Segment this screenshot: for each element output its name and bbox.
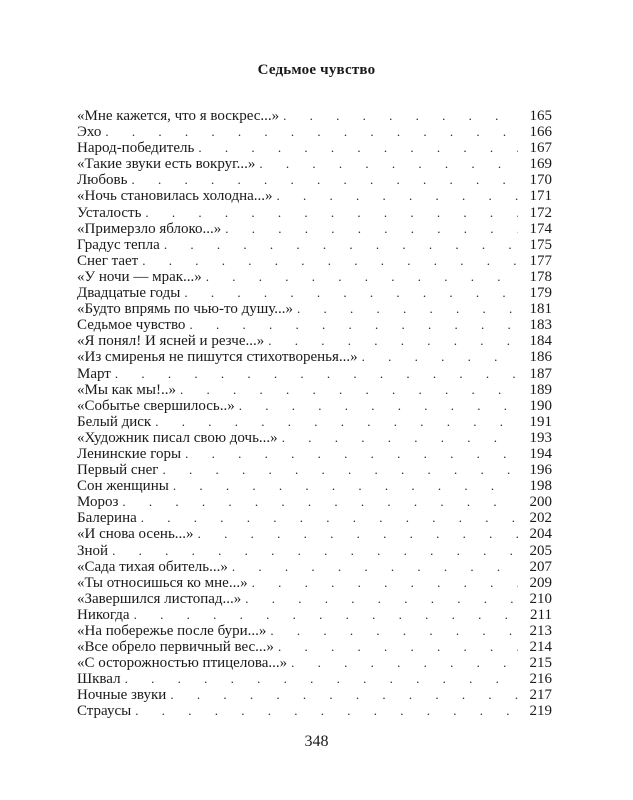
toc-entry-title: «На побережье после бури...»	[77, 623, 267, 639]
toc-entry-title: Двадцатые годы	[77, 285, 181, 302]
toc-dot-leader	[173, 478, 518, 494]
toc-entry-title: Балерина	[77, 510, 137, 527]
toc-dot-leader	[105, 124, 518, 140]
toc-dot-leader	[282, 430, 518, 446]
toc-entry	[77, 414, 552, 430]
toc-entry-page: 210	[518, 591, 552, 607]
toc-dot-leader	[362, 349, 518, 365]
toc-dot-leader	[278, 639, 518, 655]
toc-entry	[77, 237, 552, 253]
toc-entry-title: Градус тепла	[77, 236, 160, 253]
table-of-contents	[77, 108, 552, 720]
toc-entry-title: Март	[77, 365, 111, 382]
toc-entry-title: «Художник писал свою дочь...»	[77, 429, 278, 446]
toc-entry-title: «Ты относишься ко мне...»	[77, 574, 248, 591]
toc-dot-leader	[134, 607, 518, 623]
toc-entry-title: Белый диск	[77, 413, 152, 430]
toc-entry-page: 177	[518, 253, 552, 269]
toc-entry	[77, 205, 552, 221]
toc-dot-leader	[206, 269, 518, 285]
toc-dot-leader	[164, 237, 518, 253]
toc-entry-page: 187	[518, 366, 552, 382]
section-title: Седьмое чувство	[257, 62, 376, 78]
toc-entry	[77, 333, 552, 349]
toc-dot-leader	[268, 333, 518, 349]
toc-entry-page: 202	[518, 510, 552, 526]
toc-dot-leader	[245, 591, 518, 607]
toc-dot-leader	[225, 221, 518, 237]
toc-entry	[77, 285, 552, 301]
toc-entry	[77, 221, 552, 237]
toc-entry	[77, 655, 552, 671]
toc-entry-page: 211	[518, 607, 552, 623]
toc-dot-leader	[145, 205, 518, 221]
toc-dot-leader	[125, 671, 518, 687]
toc-entry	[77, 140, 552, 156]
toc-entry-page: 204	[518, 526, 552, 542]
toc-entry	[77, 687, 552, 703]
toc-entry-page: 190	[518, 398, 552, 414]
toc-entry	[77, 398, 552, 414]
toc-entry	[77, 559, 552, 575]
toc-entry	[77, 446, 552, 462]
toc-entry-title: «Примерзло яблоко...»	[77, 220, 222, 237]
toc-entry-page: 183	[518, 317, 552, 333]
toc-entry-title: Снег тает	[77, 252, 139, 269]
toc-entry-title: Ночные звуки	[77, 687, 167, 704]
toc-entry	[77, 382, 552, 398]
toc-entry-page: 184	[518, 333, 552, 349]
toc-dot-leader	[170, 687, 518, 703]
toc-dot-leader	[162, 462, 518, 478]
toc-entry-title: «Сада тихая обитель...»	[77, 558, 228, 575]
toc-entry	[77, 253, 552, 269]
toc-dot-leader	[185, 446, 518, 462]
toc-entry-title: «Я понял! И ясней и резче...»	[77, 333, 265, 350]
toc-entry-title: Сон женщины	[77, 478, 169, 495]
toc-entry-page: 175	[518, 237, 552, 253]
toc-entry-page: 214	[518, 639, 552, 655]
toc-entry-page: 165	[518, 108, 552, 124]
toc-entry	[77, 623, 552, 639]
toc-entry-title: «Мне кажется, что я воскрес...»	[77, 108, 280, 124]
toc-entry-page: 181	[518, 301, 552, 317]
toc-entry	[77, 366, 552, 382]
toc-dot-leader	[297, 301, 518, 317]
toc-entry	[77, 478, 552, 494]
toc-entry-page: 178	[518, 269, 552, 285]
page-number: 348	[304, 733, 329, 750]
toc-entry-title: Первый снег	[77, 462, 159, 479]
toc-entry-title: «Мы как мы!..»	[77, 381, 176, 398]
toc-dot-leader	[198, 526, 518, 542]
toc-entry-page: 166	[518, 124, 552, 140]
toc-dot-leader	[198, 140, 518, 156]
toc-entry-page: 217	[518, 687, 552, 703]
toc-entry-page: 200	[518, 494, 552, 510]
toc-entry-page: 170	[518, 172, 552, 188]
toc-entry	[77, 671, 552, 687]
toc-dot-leader	[252, 575, 518, 591]
toc-entry	[77, 188, 552, 204]
toc-entry	[77, 124, 552, 140]
toc-entry-page: 216	[518, 671, 552, 687]
toc-entry-page: 198	[518, 478, 552, 494]
toc-entry	[77, 349, 552, 365]
toc-entry-title: Народ-победитель	[77, 140, 195, 157]
toc-entry-title: Любовь	[77, 172, 128, 189]
toc-entry	[77, 462, 552, 478]
toc-entry-page: 167	[518, 140, 552, 156]
toc-entry-page: 191	[518, 414, 552, 430]
toc-dot-leader	[259, 156, 518, 172]
toc-entry-title: «Такие звуки есть вокруг...»	[77, 156, 256, 173]
toc-entry	[77, 510, 552, 526]
toc-entry-title: Ленинские горы	[77, 445, 182, 462]
toc-entry-page: 194	[518, 446, 552, 462]
toc-dot-leader	[189, 317, 518, 333]
toc-entry-title: Седьмое чувство	[77, 317, 186, 334]
toc-dot-leader	[122, 494, 518, 510]
toc-entry-title: Усталость	[77, 204, 142, 221]
toc-dot-leader	[142, 253, 518, 269]
toc-entry-title: Шквал	[77, 671, 121, 688]
toc-entry	[77, 301, 552, 317]
toc-entry-title: «Событье свершилось..»	[77, 397, 235, 414]
toc-entry	[77, 317, 552, 333]
toc-entry-title: «У ночи — мрак...»	[77, 268, 202, 285]
toc-entry-page: 169	[518, 156, 552, 172]
toc-entry-title: «Будто впрямь по чью-то душу...»	[77, 301, 294, 318]
toc-dot-leader	[184, 285, 518, 301]
toc-dot-leader	[270, 623, 518, 639]
toc-dot-leader	[180, 382, 518, 398]
toc-entry	[77, 526, 552, 542]
toc-dot-leader	[131, 172, 518, 188]
toc-entry	[77, 172, 552, 188]
toc-entry-page: 189	[518, 382, 552, 398]
toc-dot-leader	[135, 703, 518, 719]
toc-dot-leader	[291, 655, 518, 671]
toc-entry	[77, 703, 552, 719]
toc-entry-page: 171	[518, 188, 552, 204]
toc-entry	[77, 543, 552, 559]
toc-entry-title: «Завершился листопад...»	[77, 590, 242, 607]
toc-entry-page: 205	[518, 543, 552, 559]
toc-dot-leader	[112, 543, 518, 559]
toc-entry	[77, 494, 552, 510]
toc-dot-leader	[277, 188, 518, 204]
toc-entry-title: «Из смиренья не пишутся стихотворенья...»	[77, 349, 358, 366]
toc-entry-page: 174	[518, 221, 552, 237]
toc-dot-leader	[283, 108, 518, 124]
toc-entry-title: «Ночь становилась холодна...»	[77, 188, 273, 205]
toc-dot-leader	[115, 366, 518, 382]
toc-entry-page: 186	[518, 349, 552, 365]
toc-entry	[77, 591, 552, 607]
toc-entry-title: «И снова осень...»	[77, 526, 194, 543]
toc-dot-leader	[239, 398, 518, 414]
toc-dot-leader	[155, 414, 518, 430]
toc-entry	[77, 575, 552, 591]
toc-entry-page: 207	[518, 559, 552, 575]
toc-entry-page: 219	[518, 703, 552, 719]
toc-entry	[77, 156, 552, 172]
toc-entry-title: Никогда	[77, 606, 130, 623]
toc-entry-title: Зной	[77, 542, 109, 559]
toc-entry-title: «С осторожностью птицелова...»	[77, 655, 288, 672]
toc-entry-title: «Все обрело первичный вес...»	[77, 639, 274, 656]
toc-entry-page: 172	[518, 205, 552, 221]
toc-entry-page: 179	[518, 285, 552, 301]
toc-entry-page: 215	[518, 655, 552, 671]
toc-dot-leader	[232, 559, 518, 575]
toc-entry-title: Мороз	[77, 494, 119, 511]
toc-entry-page: 196	[518, 462, 552, 478]
toc-entry	[77, 269, 552, 285]
toc-entry-title: Страусы	[77, 703, 132, 720]
toc-entry-page: 213	[518, 623, 552, 639]
toc-entry	[77, 607, 552, 623]
toc-dot-leader	[141, 510, 518, 526]
toc-entry-page: 209	[518, 575, 552, 591]
toc-entry-title: Эхо	[77, 124, 102, 141]
toc-entry-page: 193	[518, 430, 552, 446]
toc-entry	[77, 639, 552, 655]
toc-entry	[77, 430, 552, 446]
toc-entry	[77, 108, 552, 124]
